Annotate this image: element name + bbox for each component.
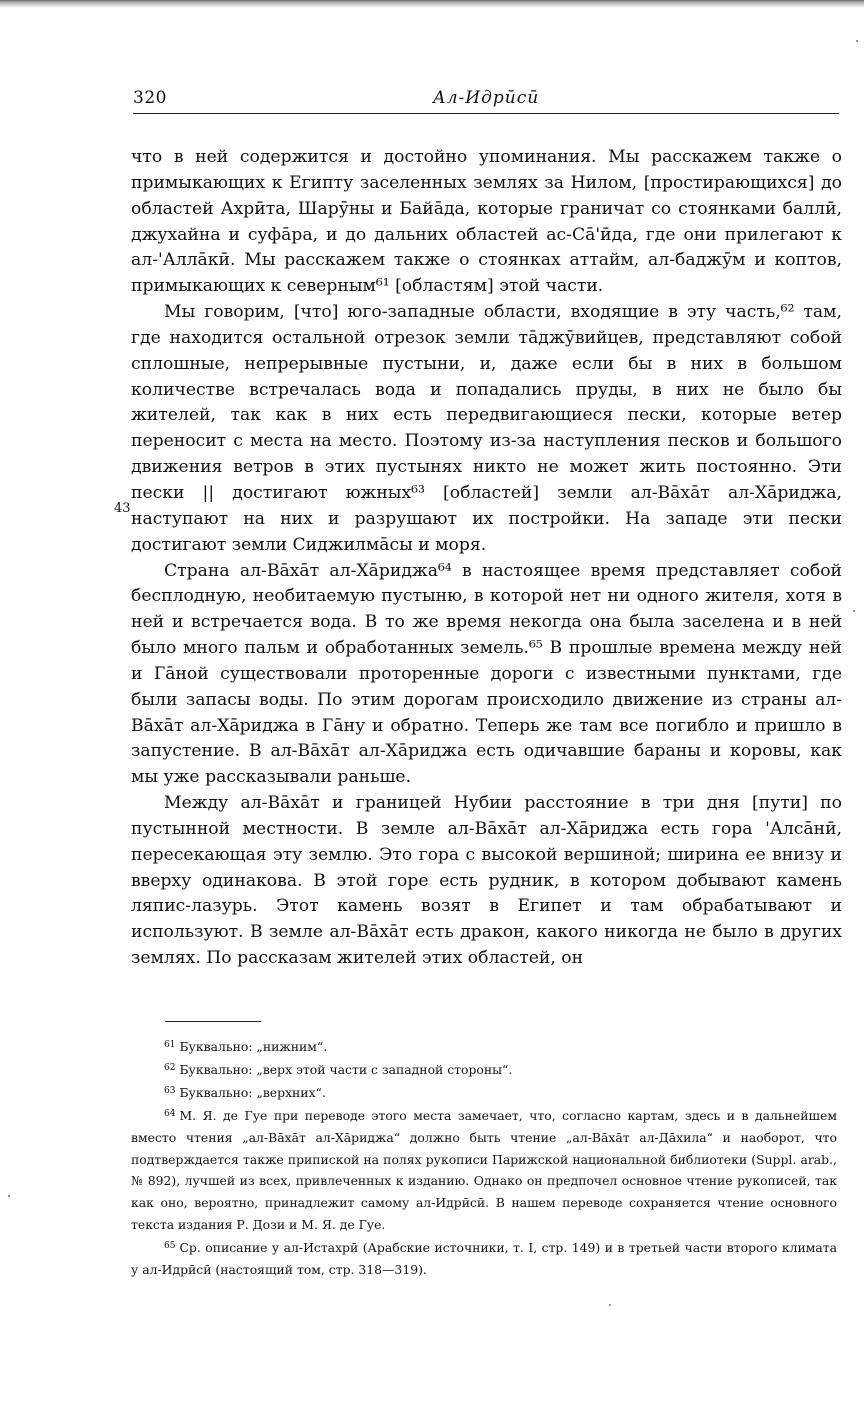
footnote-number: 64 — [164, 1108, 176, 1119]
margin-page-marker: 43 — [114, 501, 131, 516]
paragraph: Страна ал-Ва̄ха̄т ал-Ха̄риджа⁶⁴ в настоящее время представляет собой бесплодную, необитаемую пустыню, в которой нет ни одного жителя, хотя в ней и встречается вода. В то же время некогда она была заселена и в ней было много пальм и обработанных земель.⁶⁵ В прошлые времена между ней и Га̄ной существовали проторенные дороги с известными пунктами, где были запасы воды. По этим дорогам происходило движение из страны ал-Ва̄ха̄т ал-Ха̄риджа в Га̄ну и обратно. Теперь же там все погибло и пришло в запустение. В ал-Ва̄ха̄т ал-Ха̄риджа есть одичавшие бараны и коровы, как мы уже рассказывали раньше. — [131, 560, 842, 788]
footnote-text: Буквально: „верх этой части с западной стороны“. — [179, 1061, 513, 1077]
scan-speck — [8, 1195, 10, 1197]
footnote-number: 61 — [164, 1040, 176, 1050]
scan-speck — [856, 40, 858, 42]
paragraph: что в ней содержится и достойно упоминания. Мы расскажем также о примыкающих к Египту заселенных землях за Нилом, [простирающихся] до областей Ахрӣта, Шарӯны и Байа̄да, которые граничат со стоянками баллӣ, джухайна и суфа̄ра, и до дальних областей ас-Са̄'ӣда, где они прилегают к ал-'Алла̄кӣ. Мы расскажем также о стоянках аттайм, ал-баджӯм и коптов, примыкающих к северным⁶¹ [областям] этой части. — [131, 147, 842, 297]
page-header — [133, 88, 839, 114]
scan-speck — [609, 1304, 611, 1306]
footnote-text: Буквально: „верхних“. — [179, 1084, 326, 1100]
paragraph: Мы говорим, [что] юго-западные области, входящие в эту часть,⁶² там, где находится остальной отрезок земли та̄джӯвийцев, представляют собой сплошные, непрерывные пустыни, и, даже если бы в них в большом количестве встречалась вода и попадались пруды, в них не было бы жителей, так как в них есть передвигающиеся пески, которые ветер переносит с места на место. Поэтому из-за наступления песков и большого движения ветров в этих пустынях никто не может жить постоянно. Эти пески || достигают южных⁶³ [областей] земли ал-Ва̄ха̄т ал-Ха̄риджа, наступают на них и разрушают их постройки. На западе эти пески достигают земли Сиджилма̄сы и моря. — [131, 302, 842, 555]
footnote — [131, 1035, 837, 1058]
footnotes — [131, 1035, 837, 1281]
scan-speck — [853, 610, 855, 612]
footnote-number: 63 — [164, 1085, 176, 1096]
page-number: 320 — [133, 88, 167, 108]
scan-top-edge — [0, 0, 864, 8]
running-title: Ал-Идрӣсӣ — [432, 88, 540, 108]
footnote-separator — [165, 1021, 261, 1022]
footnote-text: Буквально: „нижним“. — [179, 1039, 328, 1054]
paragraph: Между ал-Ва̄ха̄т и границей Нубии расстояние в три дня [пути] по пустынной местности. В земле ал-Ва̄ха̄т ал-Ха̄риджа есть гора 'Алса̄нӣ, пересекающая эту землю. Это гора с высокой вершиной; ширина ее внизу и вверху одинакова. В этой горе есть рудник, в котором добывают камень ляпис-лазурь. Этот камень возят в Египет и там обрабатывают и используют. В земле ал-Ва̄ха̄т есть дракон, какого никогда не было в других землях. По рассказам жителей этих областей, он — [131, 793, 842, 969]
footnote-number: 65 — [164, 1241, 176, 1252]
footnote — [131, 1081, 837, 1104]
footnote — [131, 1058, 837, 1081]
main-text — [131, 145, 842, 972]
footnote — [131, 1236, 837, 1281]
header-rule — [133, 113, 839, 114]
footnote-text: М. Я. де Гуе при переводе этого места замечает, что, согласно картам, здесь и в дальнейшем вместо чтения „ал-Ва̄ха̄т ал-Ха̄риджа“ должно быть чтение „ал-Ва̄ха̄т ал-Да̄хила“ и наоборот, что подтверждается также припиской на полях рукописи Парижской национальной библиотеки (Suppl. arab., № 892), лучшей из всех, привлеченных к изданию. Однако он предпочел основное чтение рукописей, так как оно, вероятно, принадлежит самому ал-Идрӣсӣ. В нашем переводе сохраняется чтение основного текста издания Р. Дози и М. Я. де Гуе. — [131, 1107, 837, 1233]
footnote — [131, 1104, 837, 1236]
footnote-text: Ср. описание у ал-Истахрӣ (Арабские источники, т. I, стр. 149) и в третьей части второго климата у ал-Идрӣсӣ (настоящий том, стр. 318—319). — [131, 1240, 837, 1278]
footnote-number: 62 — [164, 1062, 176, 1073]
